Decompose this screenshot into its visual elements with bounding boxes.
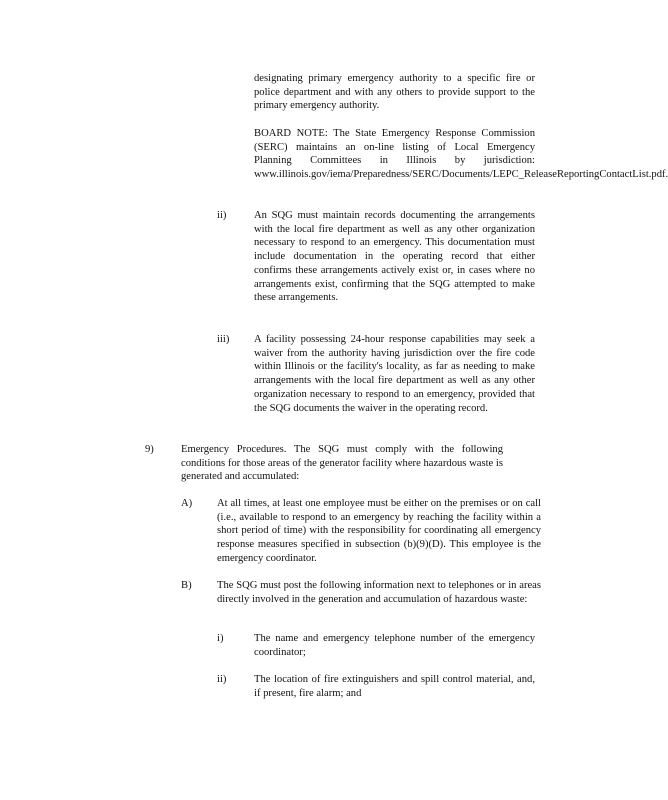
item-label-ii: ii) — [217, 210, 227, 221]
item-iii-text: A facility possessing 24-hour response capabilities may seek a waiver from the authority having jurisdiction over the fire code within Illinois or the facility's locality, as far as needing to make arrangements with the local fire department as well as any other organization necessary to respond to an emergency, provided that the SQG documents the waiver in the operating record. — [254, 334, 535, 414]
subitem-ii-text: The location of fire extinguishers and spill control material, and, if present, fire alarm; and — [254, 674, 535, 699]
item-label-A: A) — [181, 498, 193, 509]
subitem-label-i: i) — [217, 633, 224, 644]
item-ii-text: An SQG must maintain records documenting the arrangements with the local fire department as well as any other organization necessary to respond to an emergency. This documentation must include documentation in the operating record that either confirms these arrangements actively exist or, in cases where no arrangements exist, confirming that the SQG attempted to make these arrangements. — [254, 210, 535, 304]
item-label-B: B) — [181, 580, 192, 591]
item-label-iii: iii) — [217, 334, 230, 345]
continuation-paragraph: designating primary emergency authority to a specific fire or police department and with any others to provide support to the primary emergency authority. — [254, 73, 535, 112]
subitem-i-text: The name and emergency telephone number of the emergency coordinator; — [254, 633, 535, 658]
board-note: BOARD NOTE: The State Emergency Response Commission (SERC) maintains an on-line listing of Local Emergency Planning Committees in Illinois by jurisdiction: www.illinois.gov/iema/Preparedness/SERC/Documents/LEPC_ReleaseReportingContactList.pdf. — [254, 128, 668, 181]
section-9-text: Emergency Procedures. The SQG must comply with the following conditions for those areas of the generator facility where hazardous waste is generated and accumulated: — [181, 444, 503, 483]
section-label-9: 9) — [145, 444, 154, 455]
item-B-text: The SQG must post the following information next to telephones or in areas directly involved in the generation and accumulation of hazardous waste: — [217, 580, 541, 605]
item-A-text: At all times, at least one employee must be either on the premises or on call (i.e., available to respond to an emergency by reaching the facility within a short period of time) with the responsibility for coordinating all emergency response measures specified in subsection (b)(9)(D). This employee is the emergency coordinator. — [217, 498, 541, 564]
subitem-label-ii: ii) — [217, 674, 227, 685]
